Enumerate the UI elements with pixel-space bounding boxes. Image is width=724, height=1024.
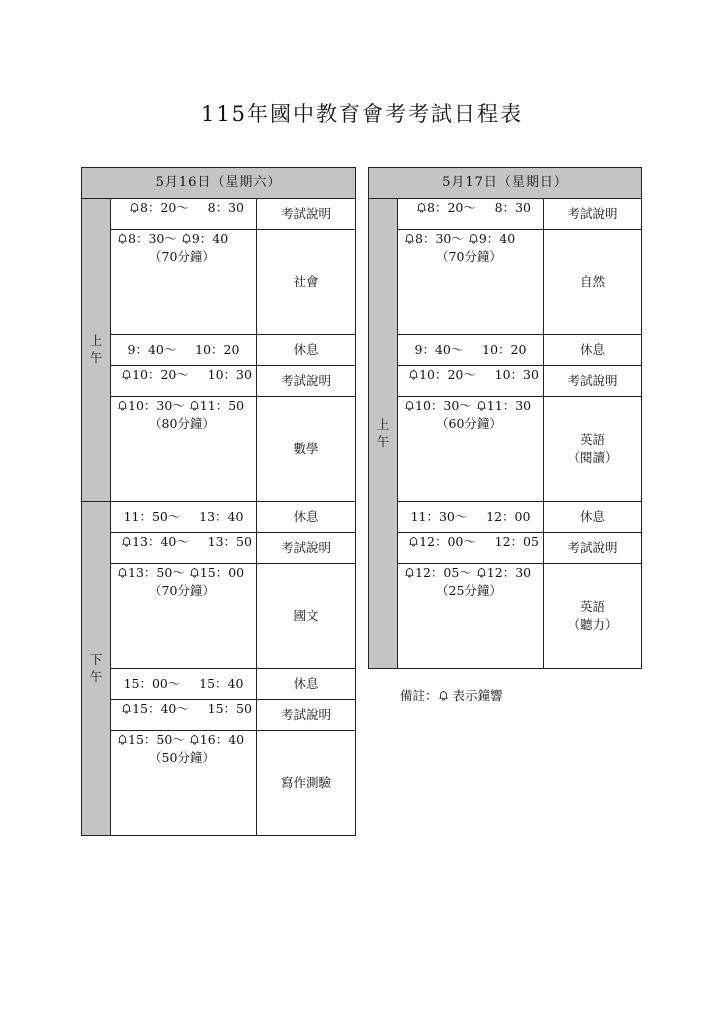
end-time: 10：30 (207, 367, 252, 382)
day1-time-cell (110, 532, 257, 564)
start-time: 8：20～ (427, 200, 476, 215)
duration: （70分鐘） (436, 249, 502, 265)
subject-name: 考試說明 (280, 706, 331, 722)
time-range (408, 533, 539, 551)
bell-icon (121, 701, 132, 716)
bell-icon (189, 565, 200, 580)
day2-time-cell (397, 334, 544, 366)
bell-icon (117, 732, 128, 747)
end-time: 12：00 (486, 508, 531, 524)
start-time: 9：40～ (414, 341, 464, 357)
time-range (404, 564, 531, 582)
subject-name: 自然 (579, 273, 605, 289)
end-time: 11：30 (486, 398, 532, 413)
end-time: 9：40 (191, 231, 229, 246)
day1-time-cell (110, 699, 257, 731)
start-time: 10：30～ (128, 398, 185, 413)
end-time: 16：40 (199, 732, 245, 747)
subject-name: 休息 (579, 341, 605, 357)
day1-subject-cell (256, 563, 356, 669)
day2-time-cell (397, 229, 544, 335)
subject-name: 休息 (579, 508, 605, 524)
bell-icon (181, 231, 192, 246)
day1-time-cell (110, 396, 257, 502)
day2-subject-cell (543, 198, 642, 230)
day2-subject-cell (543, 396, 642, 502)
subject-name: 休息 (293, 341, 319, 357)
subject-name: 寫作測驗 (280, 774, 331, 790)
subject-name: 休息 (293, 675, 319, 691)
start-time: 9：40～ (127, 341, 177, 357)
subject-name: 數學 (293, 440, 319, 456)
day1-time-cell (110, 365, 257, 397)
day2-subject-cell (543, 365, 642, 397)
day1-subject-cell (256, 365, 356, 397)
day1-header: 5月16日（星期六） (81, 167, 356, 199)
subject-name: 考試說明 (280, 372, 331, 388)
day1-time-cell (110, 668, 257, 700)
start-time: 11：30～ (410, 508, 468, 524)
start-time: 15：50～ (128, 732, 185, 747)
bell-icon (476, 398, 487, 413)
period-label-char: 午 (89, 668, 103, 684)
day1-time-cell (110, 501, 257, 533)
day2-subject-cell (543, 532, 642, 564)
duration: （70分鐘） (149, 249, 215, 265)
duration: （70分鐘） (149, 583, 215, 599)
time-range (129, 199, 244, 217)
day1-subject-cell (256, 198, 356, 230)
day2-subject-cell (543, 563, 642, 669)
time-range (128, 341, 240, 359)
time-range (124, 508, 244, 526)
time-range (408, 366, 539, 384)
subject-name: 休息 (293, 508, 319, 524)
subject-name: 考試說明 (567, 539, 618, 555)
end-time: 12：05 (494, 534, 539, 549)
bell-icon (404, 231, 415, 246)
start-time: 15：40～ (132, 701, 189, 716)
bell-icon (121, 367, 132, 382)
subject-subtitle: （聽力） (567, 617, 618, 632)
period-label-char: 上 (376, 416, 390, 432)
time-range (411, 508, 531, 526)
period-label-char: 午 (376, 433, 390, 449)
subject-name: 考試說明 (280, 205, 331, 221)
day2-time-cell (397, 365, 544, 397)
end-time: 11：50 (199, 398, 245, 413)
duration: （25分鐘） (436, 583, 502, 599)
end-time: 10：20 (482, 341, 527, 357)
end-time: 10：30 (494, 367, 539, 382)
end-time: 15：50 (207, 701, 252, 716)
subject-name: 考試說明 (280, 539, 331, 555)
start-time: 10：30～ (415, 398, 472, 413)
day1-time-cell (110, 229, 257, 335)
subject-name: 考試說明 (567, 372, 618, 388)
bell-icon (189, 398, 200, 413)
start-time: 10：20～ (419, 367, 476, 382)
page-title: 115年國中教育會考考試日程表 (200, 102, 524, 126)
bell-icon (189, 732, 200, 747)
subject-name: 社會 (293, 273, 319, 289)
day2-time-cell (397, 396, 544, 502)
duration: （80分鐘） (149, 416, 215, 432)
start-time: 11：50～ (123, 508, 181, 524)
end-time: 12：30 (486, 565, 532, 580)
time-range (124, 675, 244, 693)
start-time: 12：00～ (419, 534, 476, 549)
bell-icon (404, 565, 415, 580)
remark-prefix: 備註： (400, 688, 438, 703)
end-time: 13：40 (199, 508, 244, 524)
time-range (404, 397, 531, 415)
start-time: 15：00～ (123, 675, 181, 691)
end-time: 15：40 (199, 675, 244, 691)
bell-icon (476, 565, 487, 580)
day1-subject-cell (256, 229, 356, 335)
time-range (416, 199, 531, 217)
bell-icon (468, 231, 479, 246)
subject-name: 考試說明 (567, 205, 618, 221)
remark-text: 表示鐘響 (452, 688, 503, 703)
start-time: 12：05～ (415, 565, 472, 580)
day2-subject-cell (543, 501, 642, 533)
period-label-char: 下 (89, 651, 103, 667)
duration: （60分鐘） (436, 416, 502, 432)
day2-period-morning (368, 198, 398, 669)
end-time: 15：00 (199, 565, 245, 580)
bell-icon (408, 367, 419, 382)
end-time: 10：20 (195, 341, 240, 357)
day1-period-morning (81, 198, 111, 502)
start-time: 10：20～ (132, 367, 189, 382)
end-time: 8：30 (494, 200, 531, 215)
bell-icon (416, 200, 427, 215)
time-range (415, 341, 527, 359)
day1-subject-cell (256, 730, 356, 836)
time-range (121, 700, 252, 718)
start-time: 13：50～ (128, 565, 185, 580)
day1-time-cell (110, 334, 257, 366)
day1-period-afternoon (81, 501, 111, 836)
day1-subject-cell (256, 532, 356, 564)
day2-header: 5月17日（星期日） (368, 167, 642, 199)
bell-icon (438, 688, 449, 703)
bell-icon (117, 231, 128, 246)
start-time: 8：30～ (415, 231, 464, 246)
time-range (117, 397, 244, 415)
subject-name: 英語 (579, 598, 605, 614)
day2-time-cell (397, 563, 544, 669)
day1-subject-cell (256, 334, 356, 366)
subject-name: 英語 (579, 431, 605, 447)
duration: （50分鐘） (149, 750, 215, 766)
day2-subject-cell (543, 334, 642, 366)
day2-time-cell (397, 198, 544, 230)
day2-time-cell (397, 501, 544, 533)
day1-subject-cell (256, 501, 356, 533)
bell-icon (121, 534, 132, 549)
bell-icon (117, 398, 128, 413)
time-range (117, 230, 228, 248)
day1-subject-cell (256, 668, 356, 700)
start-time: 8：20～ (140, 200, 189, 215)
time-range (121, 366, 252, 384)
remark-note (400, 686, 503, 704)
time-range (121, 533, 252, 551)
bell-icon (117, 565, 128, 580)
time-range (404, 230, 515, 248)
bell-icon (404, 398, 415, 413)
day1-time-cell (110, 198, 257, 230)
time-range (117, 564, 244, 582)
start-time: 8：30～ (128, 231, 177, 246)
bell-icon (408, 534, 419, 549)
end-time: 9：40 (478, 231, 516, 246)
day1-subject-cell (256, 699, 356, 731)
subject-subtitle: （閱讀） (567, 450, 618, 465)
start-time: 13：40～ (132, 534, 189, 549)
day2-time-cell (397, 532, 544, 564)
day1-time-cell (110, 730, 257, 836)
day1-subject-cell (256, 396, 356, 502)
time-range (117, 731, 244, 749)
end-time: 8：30 (207, 200, 244, 215)
end-time: 13：50 (207, 534, 252, 549)
period-label-char: 午 (89, 350, 103, 365)
day1-time-cell (110, 563, 257, 669)
bell-icon (129, 200, 140, 215)
day2-subject-cell (543, 229, 642, 335)
period-label-char: 上 (89, 333, 103, 349)
subject-name: 國文 (293, 607, 319, 623)
